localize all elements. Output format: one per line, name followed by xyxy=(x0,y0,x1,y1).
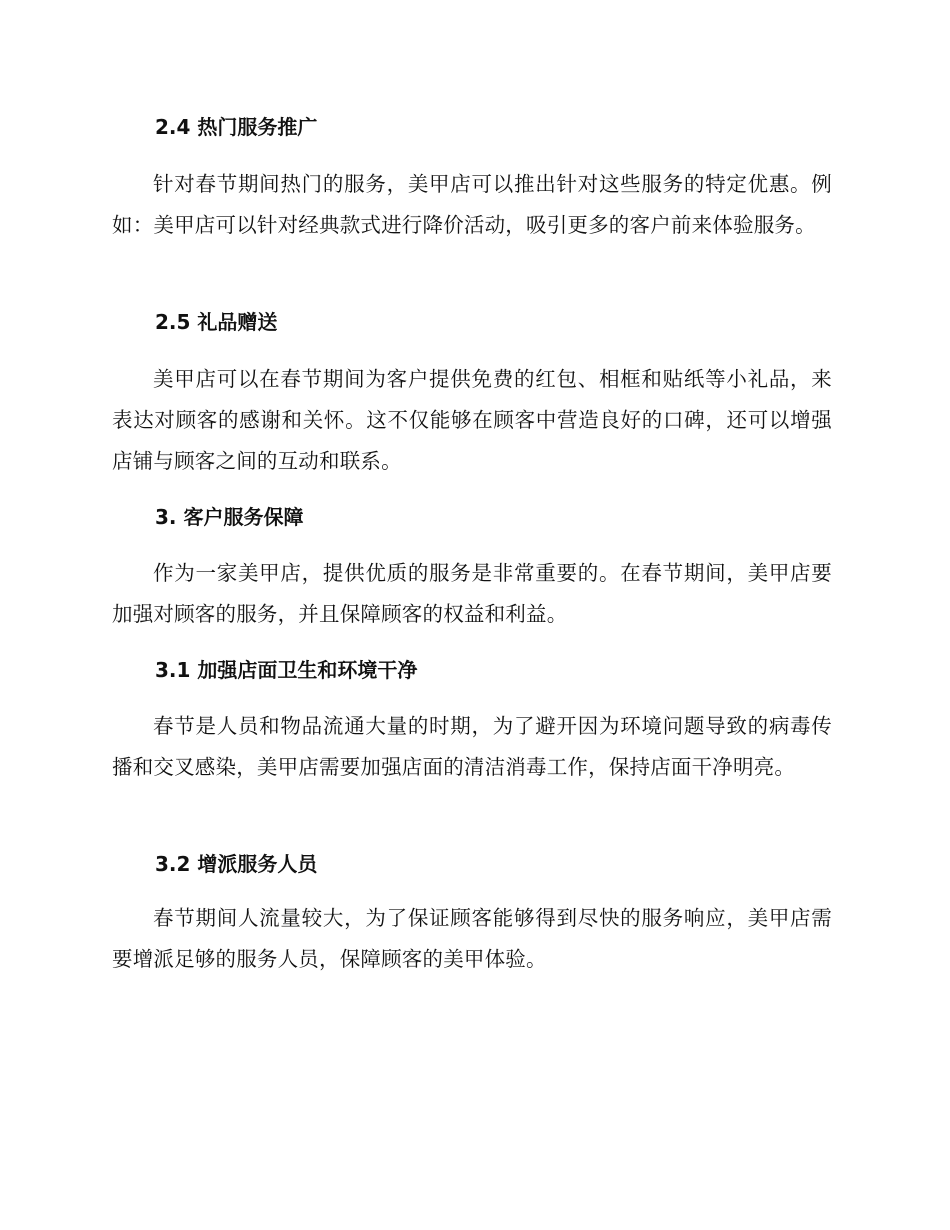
section-paragraph-3-1: 春节是人员和物品流通大量的时期，为了避开因为环境问题导致的病毒传播和交叉感染，美甲店需要加强店面的清洁消毒工作，保持店面干净明亮。 xyxy=(112,714,832,779)
section-heading-3-1: 3.1 加强店面卫生和环境干净 xyxy=(155,658,418,682)
section-heading-2-4: 2.4 热门服务推广 xyxy=(155,115,318,139)
section-paragraph-3-2: 春节期间人流量较大，为了保证顾客能够得到尽快的服务响应，美甲店需要增派足够的服务人员，保障顾客的美甲体验。 xyxy=(112,906,832,971)
section-paragraph-2-4: 针对春节期间热门的服务，美甲店可以推出针对这些服务的特定优惠。例如：美甲店可以针对经典款式进行降价活动，吸引更多的客户前来体验服务。 xyxy=(112,172,832,237)
section-heading-3: 3. 客户服务保障 xyxy=(155,505,304,529)
section-heading-2-5: 2.5 礼品赠送 xyxy=(155,310,278,334)
section-heading-3-2: 3.2 增派服务人员 xyxy=(155,852,318,876)
section-paragraph-3: 作为一家美甲店，提供优质的服务是非常重要的。在春节期间，美甲店要加强对顾客的服务，并且保障顾客的权益和利益。 xyxy=(112,561,832,626)
section-paragraph-2-5: 美甲店可以在春节期间为客户提供免费的红包、相框和贴纸等小礼品，来表达对顾客的感谢和关怀。这不仅能够在顾客中营造良好的口碑，还可以增强店铺与顾客之间的互动和联系。 xyxy=(112,367,832,473)
